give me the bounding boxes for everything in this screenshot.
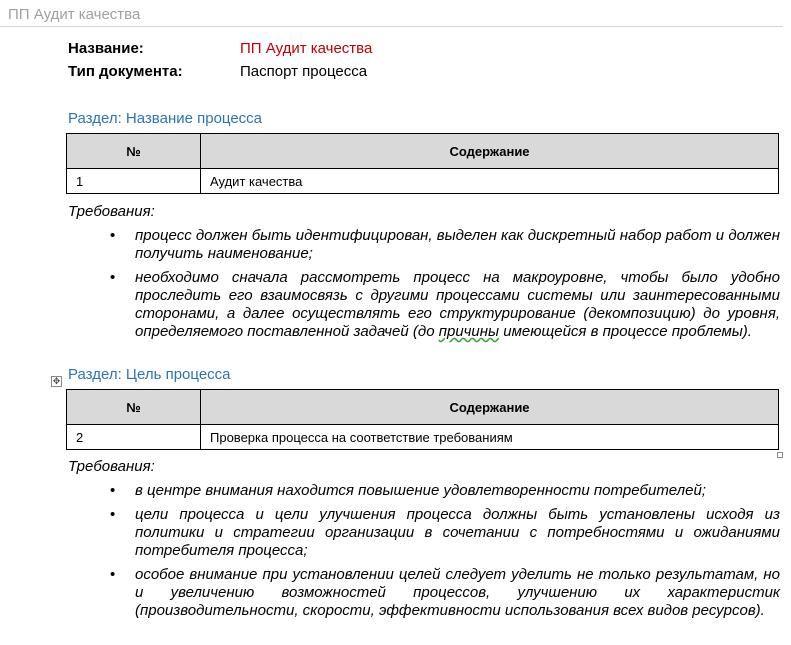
document-header-title: ПП Аудит качества [8, 6, 141, 23]
requirement-text: необходимо сначала рассмотреть процесс на макроуровне, чтобы было удобно проследить его взаимосвязь с другими процессами системы или заинтересованными сторонами, а далее осуществлять его структурирование (декомпозицию) до уровня, определяемого поставленной задачей (до [135, 269, 780, 340]
cell-content[interactable]: Проверка процесса на соответствие требованиям [201, 425, 779, 450]
meta-label-name: Название: [68, 40, 144, 57]
table-row [67, 425, 779, 450]
table-move-handle-icon[interactable]: ✥ [52, 376, 61, 386]
column-header-content: Содержание [201, 134, 779, 169]
list-item: • цели процесса и цели улучшения процесса должны быть установлены исходя из политики и стратегии организации в сочетании с потребностями и ожиданиями потребителя процесса; [110, 506, 780, 560]
section-title-process-name: Раздел: Название процесса [68, 110, 263, 127]
list-item: • в центре внимания находится повышение удовлетворенности потребителей; [110, 482, 780, 500]
requirements-label: Требования: [68, 458, 155, 475]
column-header-content: Содержание [201, 390, 779, 425]
list-item [110, 269, 780, 341]
column-header-number: № [67, 390, 201, 425]
cell-content[interactable]: Аудит качества [201, 169, 779, 194]
spellcheck-word[interactable]: причины [438, 323, 500, 340]
requirements-list [110, 227, 780, 347]
requirement-text: имеющейся в процессе проблемы). [499, 323, 752, 340]
meta-value-name: ПП Аудит качества [240, 40, 373, 57]
section-table-process-goal [66, 389, 779, 450]
table-header-row [67, 134, 779, 169]
table-row [67, 169, 779, 194]
list-item [110, 227, 780, 263]
cell-number[interactable]: 2 [67, 425, 201, 450]
table-resize-handle-icon[interactable] [777, 452, 783, 458]
requirements-label: Требования: [68, 203, 155, 220]
meta-value-doc-type: Паспорт процесса [240, 63, 368, 80]
requirements-list [110, 482, 780, 626]
requirement-text: процесс должен быть идентифицирован, выделен как дискретный набор работ и должен получить наименование; [135, 227, 780, 262]
section-title-process-goal: Раздел: Цель процесса [68, 366, 231, 383]
column-header-number: № [67, 134, 201, 169]
table-header-row [67, 390, 779, 425]
meta-label-doc-type: Тип документа: [68, 63, 183, 80]
document-header [0, 0, 783, 27]
cell-number[interactable]: 1 [67, 169, 201, 194]
section-table-process-name [66, 133, 779, 194]
list-item: • особое внимание при установлении целей следует уделить не только результатам, но и увеличению возможностей процессов, улучшению их характеристик (производительности, скорости, эффективности использования всех видов ресурсов). [110, 566, 780, 620]
